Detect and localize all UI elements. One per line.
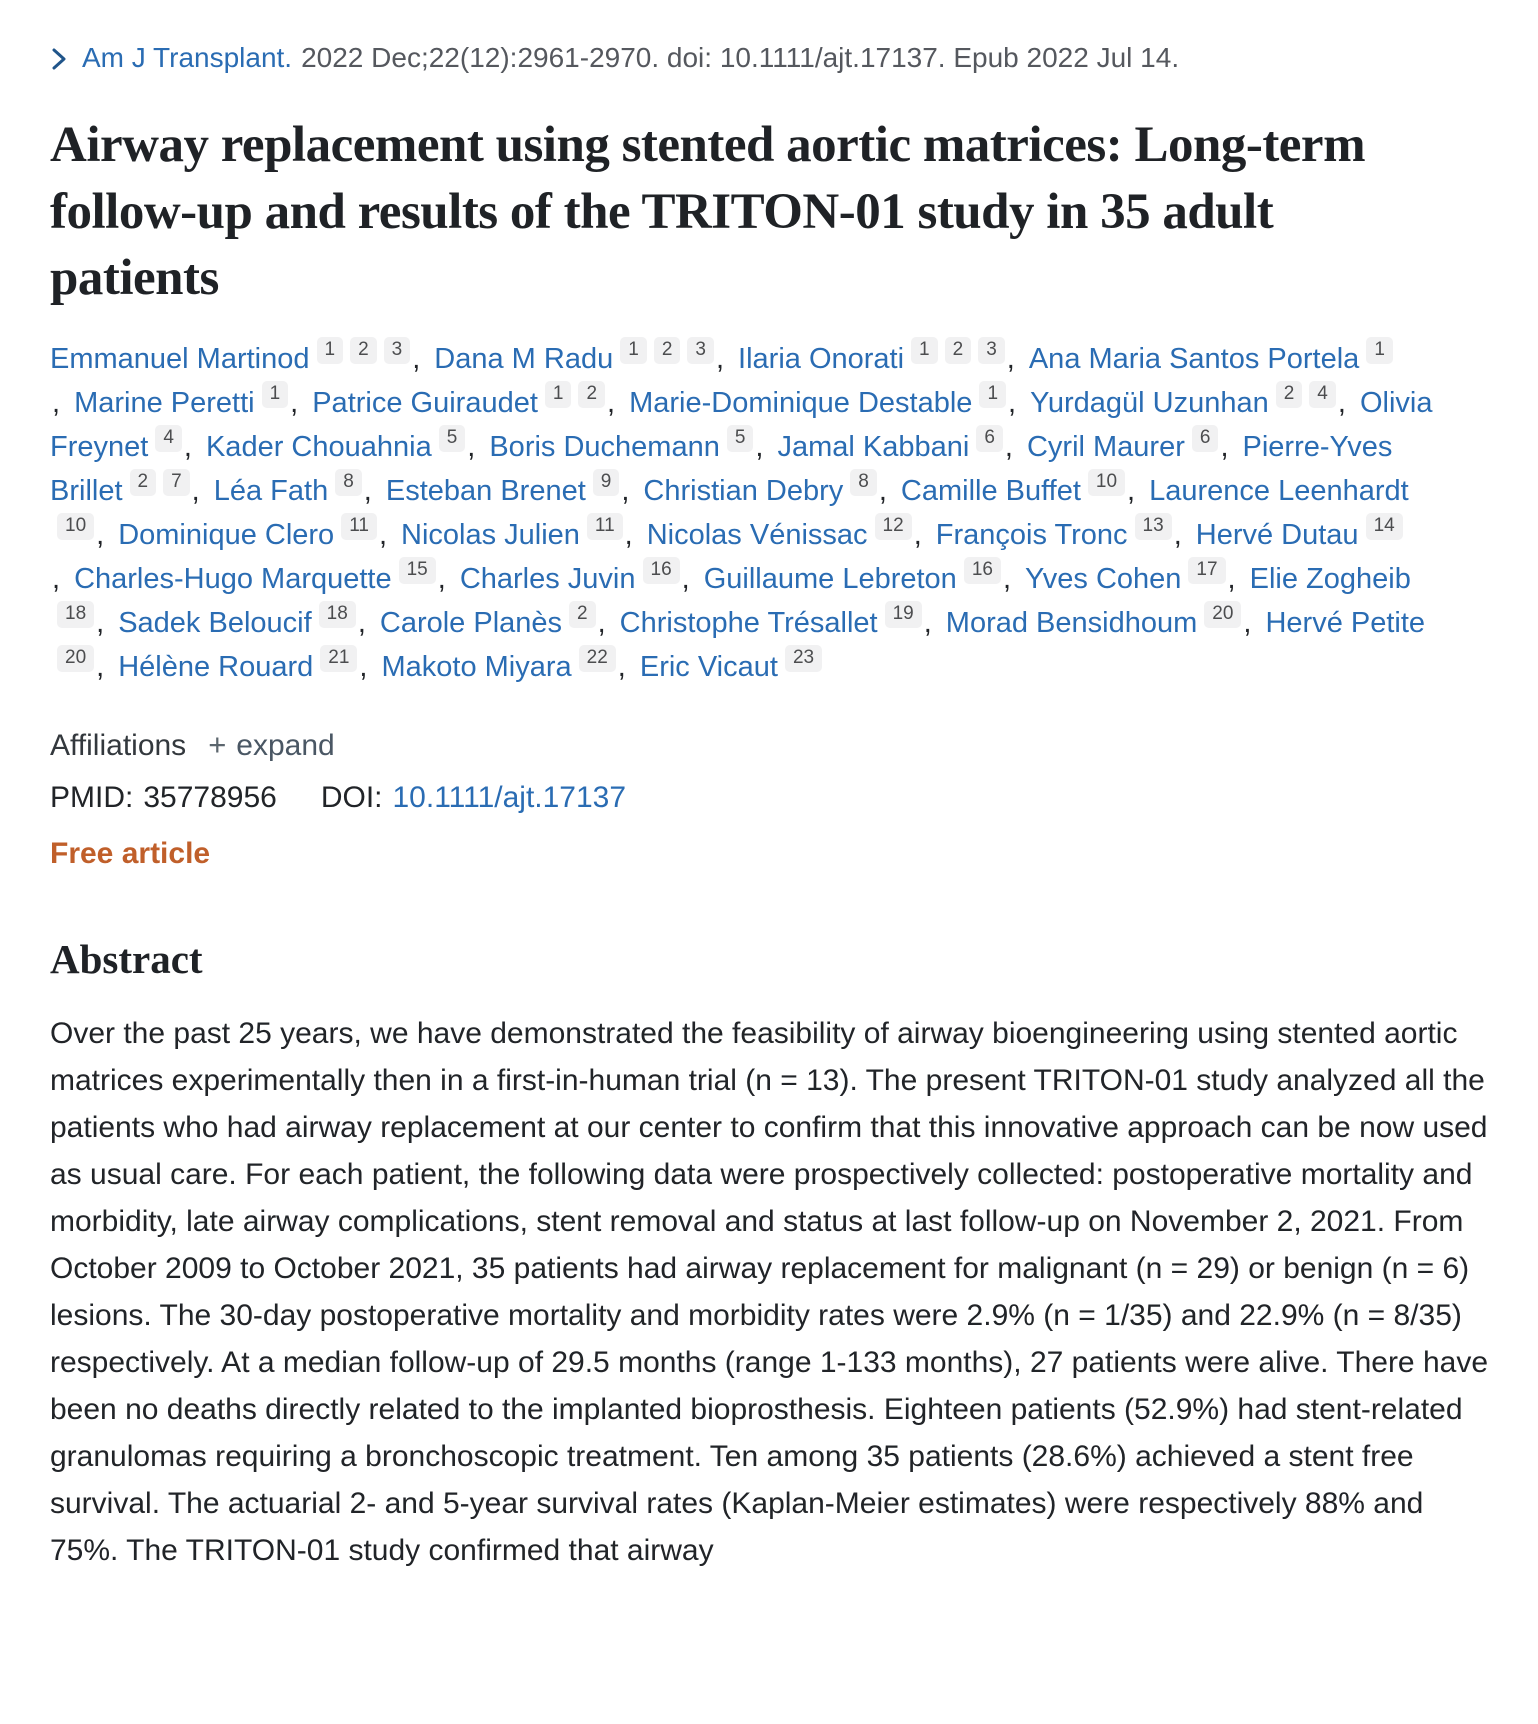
author-link[interactable]: Dominique Clero (118, 519, 335, 552)
author (379, 603, 606, 640)
author-link[interactable]: Marie-Dominique Destable (629, 387, 973, 420)
comma-separator: , (621, 475, 630, 508)
author-link[interactable]: Morad Bensidhoum (945, 607, 1198, 640)
comma-separator: , (191, 475, 200, 508)
affiliation-number-badge[interactable]: 1 (262, 381, 289, 408)
affiliation-number-badge[interactable]: 2 (654, 337, 681, 364)
author (385, 471, 630, 508)
pmid-value: 35778956 (143, 781, 277, 815)
author-link[interactable]: Emmanuel Martinod (50, 343, 310, 376)
author-link[interactable]: Hélène Rouard (118, 651, 314, 684)
affiliation-number-badge[interactable]: 5 (727, 425, 754, 452)
affiliation-number-badge[interactable]: 2 (350, 337, 377, 364)
affiliation-number-badge[interactable]: 20 (57, 645, 94, 672)
affiliation-number-badge[interactable]: 23 (785, 645, 822, 672)
author (777, 427, 1013, 464)
affiliation-number-badge[interactable]: 4 (1309, 381, 1336, 408)
affiliation-number-badge[interactable]: 11 (341, 513, 377, 540)
author (459, 559, 690, 596)
chevron-right-icon[interactable] (50, 45, 68, 73)
author-link[interactable]: Yurdagül Uzunhan (1030, 387, 1269, 420)
author (900, 471, 1136, 508)
affiliation-number-badge[interactable]: 2 (130, 469, 157, 496)
affiliation-number-badge[interactable]: 9 (593, 469, 620, 496)
author-link[interactable]: Christian Debry (643, 475, 844, 508)
comma-separator: , (359, 651, 368, 684)
affiliation-number-badge[interactable]: 5 (439, 425, 466, 452)
comma-separator: , (1006, 343, 1015, 376)
affiliation-number-badge[interactable]: 22 (579, 645, 616, 672)
breadcrumb (50, 40, 1490, 76)
comma-separator: , (715, 343, 725, 376)
comma-separator: , (624, 519, 633, 552)
comma-separator: , (437, 563, 446, 596)
author-link[interactable]: Makoto Miyara (381, 651, 572, 684)
affiliation-number-badge[interactable]: 1 (1366, 337, 1393, 364)
comma-separator: , (52, 387, 61, 420)
author (935, 515, 1182, 552)
author-link[interactable]: Eric Vicaut (639, 651, 778, 684)
affiliation-number-badge[interactable]: 1 (317, 337, 344, 364)
author (205, 427, 476, 464)
comma-separator: , (923, 607, 932, 640)
author (434, 339, 725, 376)
affiliation-number-badge[interactable]: 2 (1276, 381, 1303, 408)
affiliation-number-badge[interactable]: 12 (875, 513, 912, 540)
comma-separator: , (363, 475, 372, 508)
author (489, 427, 764, 464)
author-link[interactable]: Hervé Dutau (1195, 519, 1359, 552)
author (74, 559, 446, 596)
affiliation-number-badge[interactable]: 2 (578, 381, 605, 408)
affiliation-number-badge[interactable]: 1 (911, 337, 938, 364)
comma-separator: , (617, 651, 626, 684)
comma-separator: , (1227, 563, 1236, 596)
author (118, 647, 368, 684)
author (118, 603, 366, 640)
affiliation-number-badge[interactable]: 7 (163, 469, 190, 496)
comma-separator: , (183, 431, 192, 464)
affiliation-number-badge[interactable]: 14 (1366, 513, 1403, 540)
comma-separator: , (1243, 607, 1252, 640)
affiliations-row (50, 727, 1490, 763)
comma-separator: , (1008, 387, 1017, 420)
author-link[interactable]: Nicolas Vénissac (646, 519, 868, 552)
author (738, 339, 1015, 376)
author-link[interactable]: Guillaume Lebreton (703, 563, 957, 596)
author-link[interactable]: Patrice Guiraudet (312, 387, 538, 420)
expand-label: expand (236, 729, 335, 763)
author-link[interactable]: Boris Duchemann (489, 431, 720, 464)
author-link[interactable]: Laurence Leenhardt (1149, 475, 1409, 508)
author-link[interactable]: Carole Planès (379, 607, 563, 640)
author (213, 471, 372, 508)
author (639, 647, 822, 684)
affiliation-number-badge[interactable]: 16 (964, 557, 1001, 584)
author (646, 515, 922, 552)
comma-separator: , (913, 519, 922, 552)
author (1030, 383, 1346, 420)
identifiers-row (50, 781, 1490, 815)
author-link[interactable]: Ilaria Onorati (738, 343, 905, 376)
author (619, 603, 932, 640)
author (703, 559, 1012, 596)
affiliation-number-badge[interactable]: 21 (320, 645, 357, 672)
comma-separator: , (755, 431, 764, 464)
affiliation-number-badge[interactable]: 13 (1135, 513, 1172, 540)
author-link[interactable]: Esteban Brenet (385, 475, 586, 508)
author (312, 383, 616, 420)
plus-icon: + (208, 727, 227, 763)
author-link[interactable]: Yves Cohen (1025, 563, 1182, 596)
author-link[interactable]: Camille Buffet (900, 475, 1081, 508)
author (74, 383, 299, 420)
comma-separator: , (597, 607, 606, 640)
comma-separator: , (878, 475, 887, 508)
comma-separator: , (1004, 431, 1013, 464)
author (381, 647, 626, 684)
article-page (50, 40, 1490, 1574)
abstract-text: Over the past 25 years, we have demonstrated the feasibility of airway bioengineering using stented aortic matrices experimentally then in a first-in-human trial (n = 13). The present TRITON-01 study analyzed all the patients who had airway replacement at our center to confirm that this innovative approach can be now used as usual care. For each patient, the following data were prospectively collected: postoperative mortality and morbidity, late airway complications, stent removal and status at last follow-up on November 2, 2021. From October 2009 to October 2021, 35 patients had airway replacement for malignant (n = 29) or benign (n = 6) lesions. The 30-day postoperative mortality and morbidity rates were 2.9% (n = 1/35) and 22.9% (n = 8/35) respectively. At a median follow-up of 29.5 months (range 1-133 months), 27 patients were alive. There have been no deaths directly related to the implanted bioprosthesis. Eighteen patients (52.9%) had stent-related granulomas requiring a bronchoscopic treatment. Ten among 35 patients (28.6%) achieved a stent free survival. The actuarial 2- and 5-year survival rates (Kaplan-Meier estimates) were respectively 88% and 75%. The TRITON-01 study confirmed that airway (50, 1017, 1489, 1568)
affiliations-label: Affiliations (50, 729, 187, 763)
affiliation-number-badge[interactable]: 2 (945, 337, 972, 364)
comma-separator: , (607, 387, 616, 420)
abstract-heading: Abstract (50, 936, 203, 983)
doi-link[interactable]: 10.1111/ajt.17137 (392, 781, 627, 815)
author-link[interactable]: Cyril Maurer (1026, 431, 1185, 464)
comma-separator: , (681, 563, 690, 596)
comma-separator: , (467, 431, 476, 464)
affiliation-number-badge[interactable]: 11 (587, 513, 623, 540)
affiliation-number-badge[interactable]: 18 (319, 601, 356, 628)
author-link[interactable]: Christophe Trésallet (619, 607, 878, 640)
author-link[interactable]: Kader Chouahnia (205, 431, 432, 464)
author-link[interactable]: Dana M Radu (434, 343, 614, 376)
author (50, 339, 421, 376)
author-link[interactable]: Sadek Beloucif (118, 607, 312, 640)
author-link[interactable]: François Tronc (935, 519, 1128, 552)
affiliation-number-badge[interactable]: 8 (335, 469, 362, 496)
affiliation-number-badge[interactable]: 17 (1188, 557, 1225, 584)
comma-separator: , (96, 607, 105, 640)
affiliation-number-badge[interactable]: 18 (57, 601, 94, 628)
article-title: Airway replacement using stented aortic matrices: Long-term follow-up and results of the TRITON-01 study in 35 adult patients (50, 117, 1366, 306)
author-link[interactable]: Nicolas Julien (401, 519, 580, 552)
comma-separator: , (1127, 475, 1136, 508)
comma-separator: , (52, 563, 61, 596)
comma-separator: , (412, 343, 421, 376)
author (643, 471, 887, 508)
affiliation-number-badge[interactable]: 16 (643, 557, 680, 584)
author (1026, 427, 1229, 464)
journal-link[interactable]: Am J Transplant. (82, 42, 293, 73)
doi-label: DOI: (320, 781, 383, 815)
affiliation-number-badge[interactable]: 3 (978, 337, 1005, 364)
comma-separator: , (1220, 431, 1229, 464)
affiliation-number-badge[interactable]: 2 (569, 601, 596, 628)
expand-affiliations-button[interactable] (208, 727, 335, 763)
affiliation-number-badge[interactable]: 10 (1088, 469, 1125, 496)
author (1025, 559, 1236, 596)
comma-separator: , (357, 607, 366, 640)
author-link[interactable]: Ana Maria Santos Portela (1028, 343, 1360, 376)
affiliation-number-badge[interactable]: 1 (545, 381, 572, 408)
affiliation-number-badge[interactable]: 4 (155, 425, 182, 452)
affiliation-number-badge[interactable]: 8 (850, 469, 877, 496)
author-list (50, 337, 1450, 689)
author-link[interactable]: Pierre-Yves Brillet (50, 431, 1393, 508)
author (945, 603, 1252, 640)
author-link[interactable]: Léa Fath (213, 475, 329, 508)
affiliation-number-badge[interactable]: 1 (979, 381, 1006, 408)
comma-separator: , (1337, 387, 1346, 420)
affiliation-number-badge[interactable]: 1 (620, 337, 647, 364)
author-link[interactable]: Marine Peretti (74, 387, 255, 420)
comma-separator: , (96, 519, 105, 552)
citation-text: 2022 Dec;22(12):2961-2970. doi: 10.1111/ajt.17137. Epub 2022 Jul 14. (301, 42, 1180, 73)
comma-separator: , (1173, 519, 1182, 552)
comma-separator: , (1002, 563, 1012, 596)
author-link[interactable]: Olivia Freynet (50, 387, 1433, 464)
affiliation-number-badge[interactable]: 10 (57, 513, 94, 540)
affiliation-number-badge[interactable]: 20 (1204, 601, 1241, 628)
affiliation-number-badge[interactable]: 3 (687, 337, 714, 364)
affiliation-number-badge[interactable]: 19 (885, 601, 922, 628)
affiliation-number-badge[interactable]: 15 (399, 557, 436, 584)
author-link[interactable]: Elie Zogheib (1249, 563, 1411, 596)
comma-separator: , (96, 651, 105, 684)
author-link[interactable]: Jamal Kabbani (777, 431, 970, 464)
free-article-badge: Free article (50, 837, 211, 871)
comma-separator: , (378, 519, 387, 552)
affiliation-number-badge[interactable]: 3 (384, 337, 411, 364)
author (401, 515, 633, 552)
pmid-label: PMID: (50, 781, 134, 815)
author-link[interactable]: Hervé Petite (1265, 607, 1426, 640)
comma-separator: , (290, 387, 299, 420)
author-link[interactable]: Charles-Hugo Marquette (74, 563, 392, 596)
author (118, 515, 387, 552)
author (629, 383, 1017, 420)
author-link[interactable]: Charles Juvin (459, 563, 636, 596)
affiliation-number-badge[interactable]: 6 (1192, 425, 1219, 452)
affiliation-number-badge[interactable]: 6 (976, 425, 1003, 452)
